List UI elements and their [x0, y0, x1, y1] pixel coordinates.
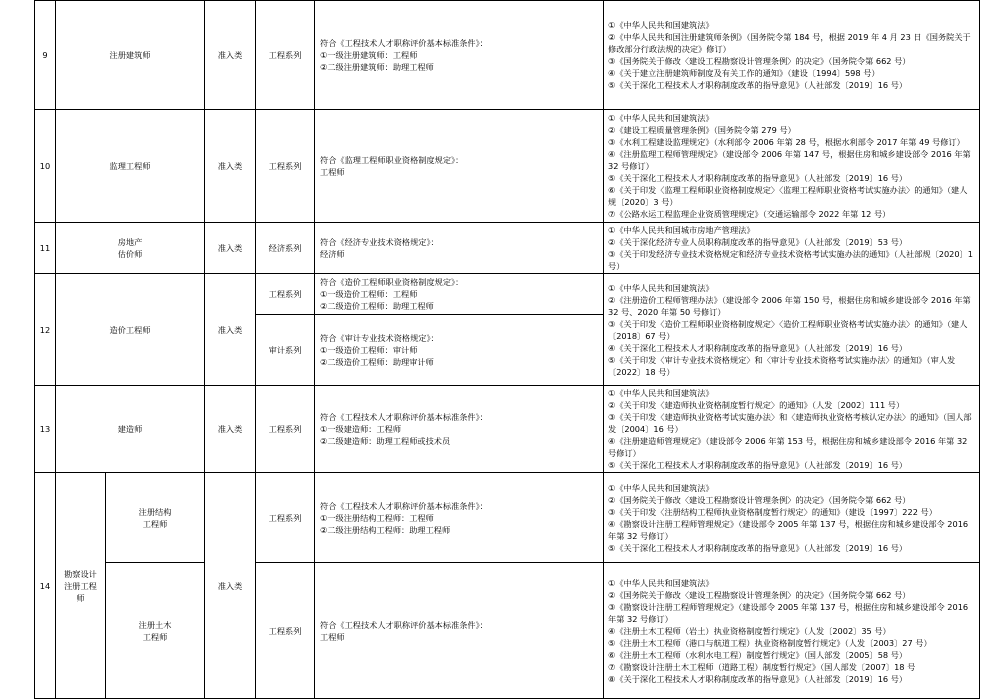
law-item: ④《关于建立注册建筑师制度及有关工作的通知》（建设〔1994〕598 号）	[608, 68, 880, 78]
qualification-name	[56, 223, 205, 274]
table-row	[35, 1, 980, 110]
title-series: 工程系列	[256, 274, 315, 315]
law-item: ④《注册监理工程师管理规定》（建设部令 2006 年第 147 号，根据住房和城乡建设部令 2016 年第 32 号修订）	[608, 149, 971, 171]
title-series: 工程系列	[256, 1, 315, 110]
requirement-line: 工程师	[320, 167, 345, 177]
law-item: ②《国务院关于修改〈建设工程勘察设计管理条例〉的决定》（国务院令第 662 号）	[608, 494, 911, 505]
law-item: ③《水利工程建设监理规定》（水利部令 2006 年第 28 号，根据水利部令 2017 年第 49 号修订）	[608, 137, 965, 147]
requirement-line: ②二级建造师：助理工程师或技术员	[320, 436, 451, 446]
category: 准入类	[205, 110, 256, 223]
title-series: 审计系列	[256, 315, 315, 386]
qualification-name: 注册建筑师	[56, 1, 205, 110]
table-row	[35, 386, 980, 473]
law-item: ①《中华人民共和国建筑法》	[608, 113, 714, 123]
legal-basis-cell	[604, 110, 980, 223]
law-item: ③《关于印发〈造价工程师职业资格制度规定〉〈造价工程师职业资格考试实施办法〉的通知》（建人〔2018〕67 号）	[608, 318, 968, 341]
law-item: ⑤《关于印发〈审计专业技术资格规定〉和〈审计专业技术资格考试实施办法〉的通知》（审人发〔2022〕18 号）	[608, 354, 956, 377]
law-item: ③《关于印发经济专业技术资格规定和经济专业技术资格考试实施办法的通知》（人社部规〔2020〕1 号）	[608, 249, 973, 271]
sub-qualification-line: 工程师	[142, 518, 168, 529]
requirement-cell	[315, 274, 604, 315]
requirement-line: ②二级注册建筑师：助理工程师	[320, 62, 434, 72]
category: 准入类	[205, 473, 256, 699]
qualification-name: 造价工程师	[56, 274, 205, 386]
law-item: ①《中华人民共和国建筑法》	[608, 577, 714, 588]
requirement-line: 工程师	[320, 631, 345, 642]
law-item: ⑤《关于深化工程技术人才职称制度改革的指导意见》（人社部发〔2019〕16 号）	[608, 542, 908, 553]
row-number: 12	[35, 274, 56, 386]
table-row	[35, 473, 980, 563]
law-item: ⑦《勘察设计注册土木工程师（道路工程）制度暂行规定》（国人部发〔2007〕18 号	[608, 661, 916, 672]
requirement-cell	[315, 473, 604, 563]
sub-qualification-line: 工程师	[142, 631, 168, 642]
table-row	[35, 563, 980, 699]
legal-basis-cell	[604, 386, 980, 473]
requirement-cell	[315, 1, 604, 110]
title-series: 工程系列	[256, 386, 315, 473]
legal-basis-cell	[604, 563, 980, 699]
requirement-cell	[315, 223, 604, 274]
law-item: ⑦《公路水运工程监理企业资质管理规定》（交通运输部令 2022 年第 12 号）	[608, 209, 891, 219]
category: 准入类	[205, 1, 256, 110]
law-item: ①《中华人民共和国建筑法》	[608, 20, 714, 30]
category: 准入类	[205, 386, 256, 473]
requirement-line: 符合《工程技术人才职称评价基本标准条件》：	[320, 38, 488, 48]
row-number: 9	[35, 1, 56, 110]
law-item: ⑤《关于深化工程技术人才职称制度改革的指导意见》（人社部发〔2019〕16 号）	[608, 80, 908, 90]
legal-basis-cell	[604, 274, 980, 386]
row-number: 11	[35, 223, 56, 274]
qualification-name	[56, 473, 106, 699]
category: 准入类	[205, 274, 256, 386]
qualification-name-line: 估价师	[117, 249, 143, 259]
requirement-line: 符合《经济专业技术资格规定》：	[320, 237, 439, 247]
law-item: ③《关于印发〈建造师执业资格考试实施办法〉和〈建造师执业资格考核认定办法〉的通知》（国人部发〔2004〕16 号）	[608, 412, 972, 434]
category: 准入类	[205, 223, 256, 274]
requirement-line: ②二级造价工程师：助理工程师	[320, 301, 434, 311]
qualification-table-page	[34, 0, 979, 699]
requirement-cell	[315, 386, 604, 473]
legal-basis-cell	[604, 223, 980, 274]
law-item: ③《勘察设计注册工程师管理规定》（建设部令 2005 年第 137 号，根据住房和城乡建设部令 2016 年第 32 号修订）	[608, 601, 969, 624]
requirement-line: 符合《监理工程师职业资格制度规定》：	[320, 155, 464, 165]
row-number: 13	[35, 386, 56, 473]
table-row	[35, 223, 980, 274]
requirement-line: ②二级注册结构工程师：助理工程师	[320, 524, 451, 535]
law-item: ⑤《关于深化工程技术人才职称制度改革的指导意见》（人社部发〔2019〕16 号）	[608, 173, 908, 183]
law-item: ②《国务院关于修改〈建设工程勘察设计管理条例〉的决定》（国务院令第 662 号）	[608, 589, 911, 600]
legal-basis-cell	[604, 473, 980, 563]
law-item: ④《关于深化工程技术人才职称制度改革的指导意见》（人社部发〔2019〕16 号）	[608, 342, 908, 353]
law-item: ⑧《关于深化工程技术人才职称制度改革的指导意见》（人社部发〔2019〕16 号）	[608, 673, 908, 684]
qualification-name-line: 勘察设计	[64, 568, 97, 579]
qualification-name: 监理工程师	[56, 110, 205, 223]
qualification-name-line: 房地产	[117, 237, 143, 247]
sub-qualification-name	[106, 473, 205, 563]
requirement-line: 符合《工程技术人才职称评价基本标准条件》：	[320, 619, 488, 630]
requirement-line: ①一级注册建筑师：工程师	[320, 50, 418, 60]
title-series: 工程系列	[256, 563, 315, 699]
law-item: ④《注册土木工程师（岩土）执业资格制度暂行规定》（人发〔2002〕35 号）	[608, 625, 891, 636]
sub-qualification-line: 注册土木	[138, 619, 172, 630]
requirement-cell	[315, 315, 604, 386]
law-item: ⑥《关于印发〈监理工程师职业资格制度规定〉〈监理工程师职业资格考试实施办法〉的通知》（建人规〔2020〕3 号）	[608, 185, 968, 207]
qualification-table	[34, 0, 980, 699]
requirement-line: ①一级造价工程师：审计师	[320, 345, 418, 355]
sub-qualification-line: 注册结构	[138, 506, 172, 517]
law-item: ②《中华人民共和国注册建筑师条例》（国务院令第 184 号，根据 2019 年 4 月 23 日《国务院关于修改部分行政法规的决定》修订）	[608, 32, 971, 54]
law-item: ⑥《注册土木工程师（水利水电工程）制度暂行规定》（国人部发〔2005〕58 号）	[608, 649, 908, 660]
law-item: ④《勘察设计注册工程师管理规定》（建设部令 2005 年第 137 号，根据住房和城乡建设部令 2016 年第 32 号修订）	[608, 518, 969, 541]
law-item: ③《国务院关于修改〈建设工程勘察设计管理条例〉的决定》（国务院令第 662 号）	[608, 56, 911, 66]
qualification-name-line: 注册工程	[64, 580, 97, 591]
requirement-line: 符合《工程技术人才职称评价基本标准条件》：	[320, 500, 488, 511]
table-row	[35, 110, 980, 223]
qualification-name: 建造师	[56, 386, 205, 473]
requirement-line: ①一级注册结构工程师：工程师	[320, 512, 434, 523]
law-item: ⑤《关于深化工程技术人才职称制度改革的指导意见》（人社部发〔2019〕16 号）	[608, 460, 908, 470]
requirement-line: 符合《工程技术人才职称评价基本标准条件》：	[320, 412, 488, 422]
legal-basis-cell	[604, 1, 980, 110]
requirement-line: 符合《审计专业技术资格规定》：	[320, 333, 439, 343]
law-item: ①《中华人民共和国建筑法》	[608, 482, 714, 493]
law-item: ①《中华人民共和国建筑法》	[608, 282, 714, 293]
law-item: ①《中华人民共和国建筑法》	[608, 388, 714, 398]
law-item: ①《中华人民共和国城市房地产管理法》	[608, 225, 755, 235]
requirement-line: ①一级造价工程师：工程师	[320, 289, 418, 299]
title-series: 经济系列	[256, 223, 315, 274]
law-item: ②《注册造价工程师管理办法》（建设部令 2006 年第 150 号，根据住房和城乡建设部令 2016 年第 32 号、2020 年第 50 号修订）	[608, 294, 971, 317]
requirement-cell	[315, 110, 604, 223]
qualification-name-line: 师	[76, 592, 85, 603]
requirement-line: 符合《造价工程师职业资格制度规定》：	[320, 277, 464, 287]
law-item: ⑤《注册土木工程师（港口与航道工程）执业资格制度暂行规定》（人发〔2003〕27 号）	[608, 637, 932, 648]
law-item: ②《关于印发〈建造师执业资格制度暂行规定〉的通知》（人发〔2002〕111 号）	[608, 400, 905, 410]
row-number: 10	[35, 110, 56, 223]
requirement-line: ②二级造价工程师：助理审计师	[320, 357, 434, 367]
title-series: 工程系列	[256, 110, 315, 223]
requirement-line: ①一级建造师：工程师	[320, 424, 402, 434]
law-item: ③《关于印发〈注册结构工程师执业资格制度暂行规定〉的通知》（建设〔1997〕222 号）	[608, 506, 937, 517]
row-number: 14	[35, 473, 56, 699]
requirement-line: 经济师	[320, 249, 345, 259]
law-item: ②《建设工程质量管理条例》（国务院令第 279 号）	[608, 125, 796, 135]
law-item: ④《注册建造师管理规定》（建设部令 2006 年第 153 号，根据住房和城乡建设部令 2016 年第 32 号修订）	[608, 436, 968, 458]
requirement-cell	[315, 563, 604, 699]
sub-qualification-name	[106, 563, 205, 699]
law-item: ②《关于深化经济专业人员职称制度改革的指导意见》（人社部发〔2019〕53 号）	[608, 237, 908, 247]
title-series: 工程系列	[256, 473, 315, 563]
table-row	[35, 274, 980, 315]
